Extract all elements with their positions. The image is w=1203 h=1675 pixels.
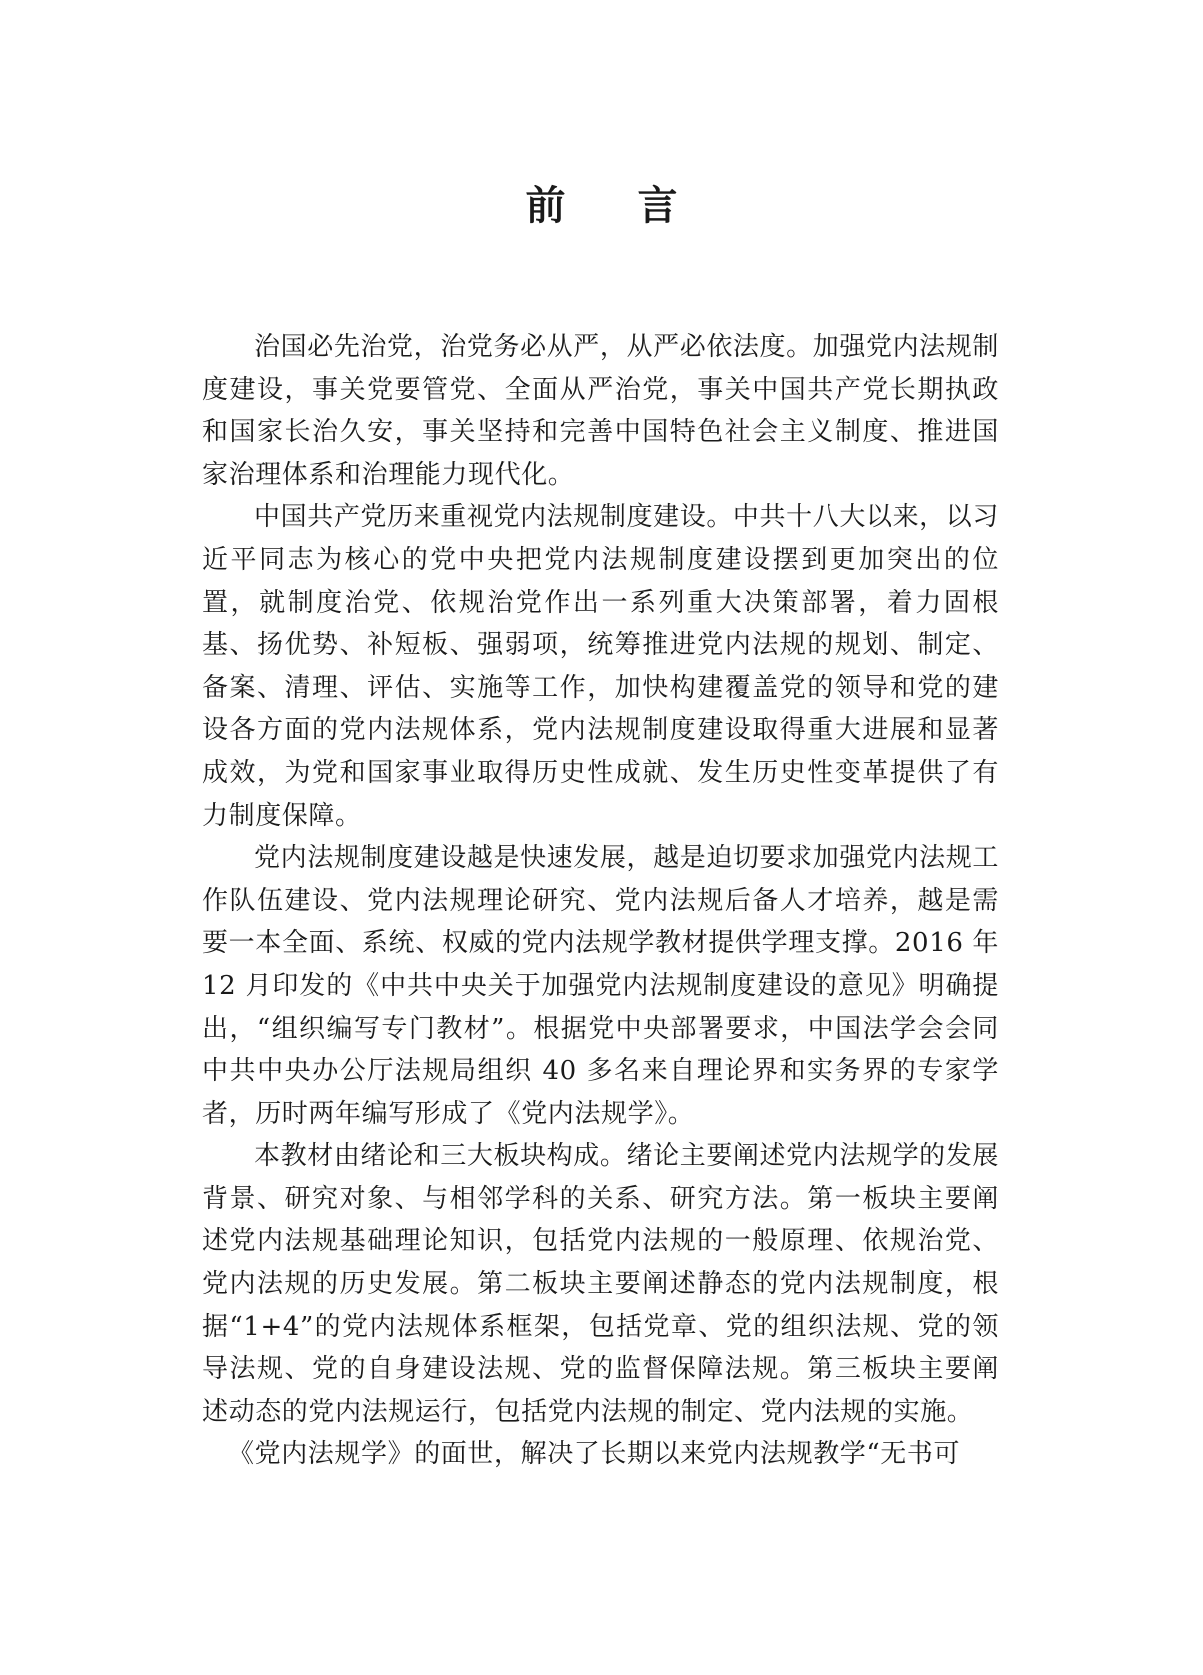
paragraph: 中国共产党历来重视党内法规制度建设。中共十八大以来，以习近平同志为核心的党中央把党内法规制度建设摆到更加突出的位置，就制度治党、依规治党作出一系列重大决策部署，着力固根基、扬优势、补短板、强弱项，统筹推进党内法规的规划、制定、备案、清理、评估、实施等工作，加快构建覆盖党的领导和党的建设各方面的党内法规体系，党内法规制度建设取得重大进展和显著成效，为党和国家事业取得历史性成就、发生历史性变革提供了有力制度保障。 — [202, 502, 999, 831]
paragraph: 党内法规制度建设越是快速发展，越是迫切要求加强党内法规工作队伍建设、党内法规理论研究、党内法规后备人才培养，越是需要一本全面、系统、权威的党内法规学教材提供学理支撑。2016 年 12 月印发的《中共中央关于加强党内法规制度建设的意见》明确提出，“组织编写专门教材”。根据党中央部署要求，中国法学会会同中共中央办公厅法规局组织 40 多名来自理论界和实务界的专家学者，历时两年编写形成了《党内法规学》。 — [202, 843, 999, 1129]
page-title: 前言 — [525, 183, 750, 229]
paragraph: 《党内法规学》的面世，解决了长期以来党内法规教学“无书可 — [228, 1439, 961, 1470]
paragraph: 治国必先治党，治党务必从严，从严必依法度。加强党内法规制度建设，事关党要管党、全面从严治党，事关中国共产党长期执政和国家长治久安，事关坚持和完善中国特色社会主义制度、推进国家治理体系和治理能力现代化。 — [202, 332, 999, 490]
body-text — [202, 326, 999, 1476]
paragraph: 本教材由绪论和三大板块构成。绪论主要阐述党内法规学的发展背景、研究对象、与相邻学科的关系、研究方法。第一板块主要阐述党内法规基础理论知识，包括党内法规的一般原理、依规治党、党内法规的历史发展。第二板块主要阐述静态的党内法规制度，根据“1+4”的党内法规体系框架，包括党章、党的组织法规、党的领导法规、党的自身建设法规、党的监督保障法规。第三板块主要阐述动态的党内法规运行，包括党内法规的制定、党内法规的实施。 — [202, 1141, 999, 1427]
